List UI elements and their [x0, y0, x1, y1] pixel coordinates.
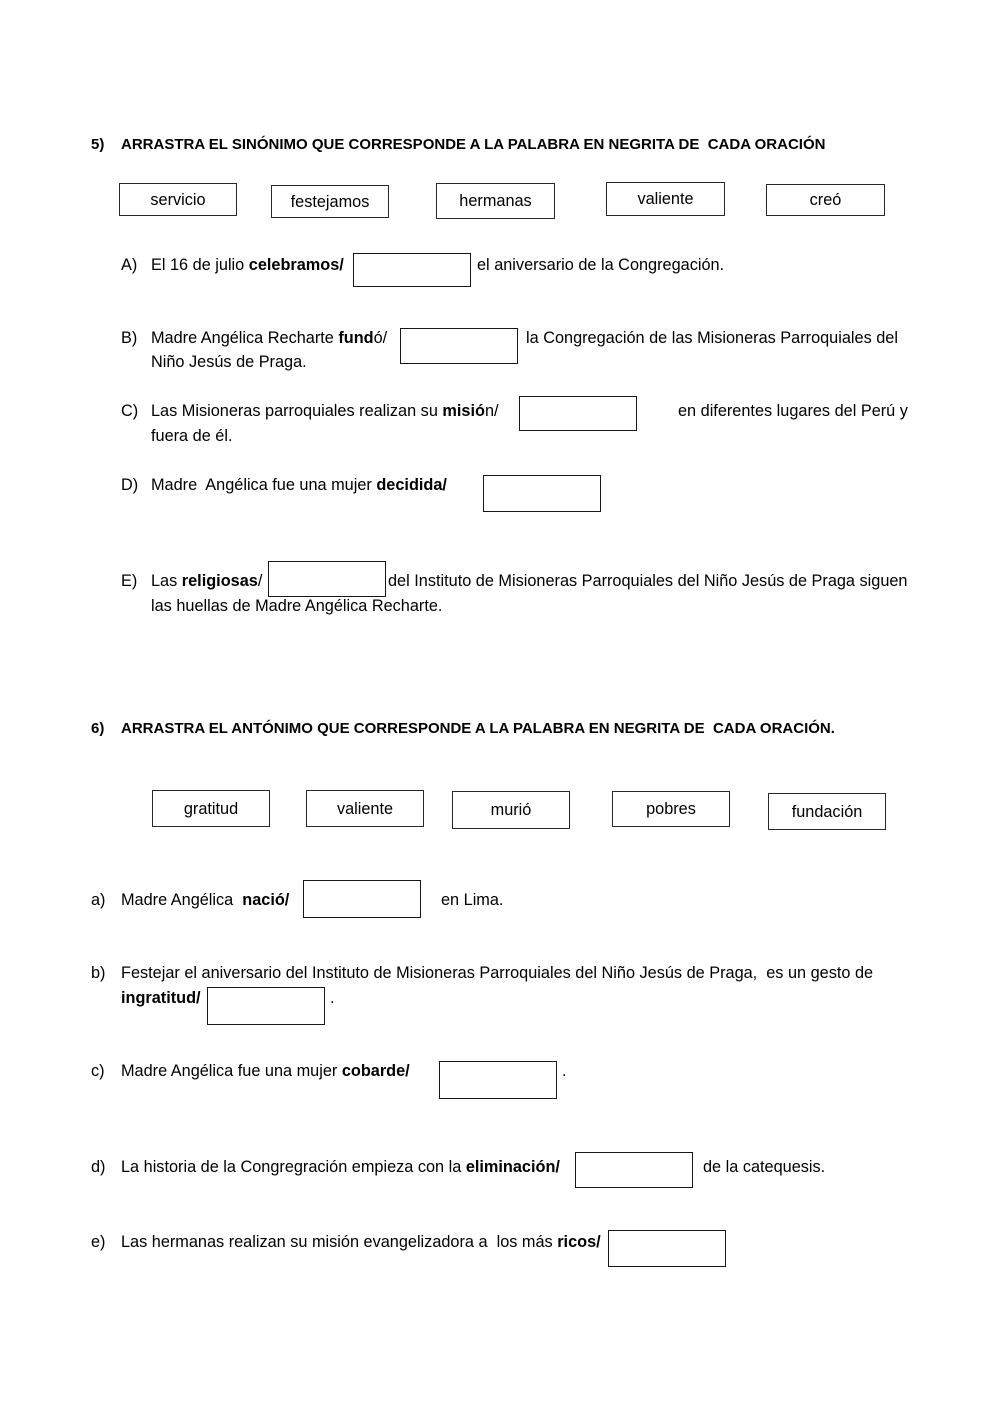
- sentence-continuation: la Congregación de las Misioneras Parroquiales del: [526, 329, 898, 347]
- word-bank-chip[interactable]: pobres: [612, 791, 730, 827]
- bold-keyword: nació/: [242, 891, 290, 909]
- answer-drop-box[interactable]: [483, 475, 601, 512]
- sentence-text: Las Misioneras parroquiales realizan su: [151, 402, 443, 420]
- sentence-lead: [121, 1061, 410, 1081]
- bold-keyword: ricos/: [557, 1233, 601, 1251]
- bold-keyword: celebramos/: [248, 256, 344, 274]
- sentence-lead: [151, 401, 499, 421]
- item-label: a): [91, 891, 106, 909]
- answer-drop-box[interactable]: [353, 253, 471, 287]
- sentence-second-line: Niño Jesús de Praga.: [151, 353, 307, 371]
- item-label: A): [121, 256, 138, 274]
- sentence-continuation: en Lima.: [441, 891, 504, 909]
- sentence-text: Madre Angélica fue una mujer: [151, 476, 377, 494]
- sentence-text: Madre Angélica: [121, 891, 243, 909]
- item-label: d): [91, 1158, 106, 1176]
- word-bank-chip[interactable]: valiente: [306, 790, 424, 827]
- word-bank-chip[interactable]: fundación: [768, 793, 886, 830]
- item-label: E): [121, 572, 138, 590]
- sentence-text: ó/: [373, 329, 388, 347]
- exercise-instruction: ARRASTRA EL SINÓNIMO QUE CORRESPONDE A LA PALABRA EN NEGRITA DE CADA ORACIÓN: [121, 136, 826, 153]
- sentence-lead: [151, 475, 447, 495]
- sentence-continuation: de la catequesis.: [703, 1158, 826, 1176]
- bold-keyword: religiosas: [181, 572, 258, 590]
- bold-keyword: cobarde/: [341, 1062, 410, 1080]
- word-bank-chip[interactable]: creó: [766, 184, 885, 216]
- answer-drop-box[interactable]: [400, 328, 518, 364]
- answer-drop-box[interactable]: [519, 396, 637, 431]
- answer-drop-box[interactable]: [608, 1230, 726, 1267]
- answer-drop-box[interactable]: [268, 561, 386, 597]
- sentence-lead: [151, 571, 262, 591]
- sentence-lead: [121, 1232, 601, 1252]
- item-label: D): [121, 476, 139, 494]
- sentence-continuation: .: [330, 989, 335, 1007]
- sentence-lead: [121, 890, 289, 910]
- sentence-lead: [151, 328, 387, 348]
- bold-keyword: misió: [442, 402, 485, 420]
- item-label: C): [121, 402, 139, 420]
- sentence-text: Las hermanas realizan su misión evangelizadora a los más: [121, 1233, 558, 1251]
- sentence-continuation: del Instituto de Misioneras Parroquiales del Niño Jesús de Praga siguen: [388, 572, 908, 590]
- sentence-text: La historia de la Congregración empieza con la: [121, 1158, 466, 1176]
- sentence-lead: [121, 1157, 560, 1177]
- exercise-number: 5): [91, 136, 105, 153]
- word-bank-chip[interactable]: valiente: [606, 182, 725, 216]
- bold-keyword: ingratitud/: [121, 989, 201, 1007]
- word-bank-chip[interactable]: gratitud: [152, 790, 270, 827]
- item-label: e): [91, 1233, 106, 1251]
- bold-keyword: eliminación/: [465, 1158, 560, 1176]
- word-bank-chip[interactable]: murió: [452, 791, 570, 829]
- sentence-continuation: el aniversario de la Congregación.: [477, 256, 725, 274]
- item-label: B): [121, 329, 138, 347]
- sentence-second-line: las huellas de Madre Angélica Recharte.: [151, 597, 443, 615]
- sentence-second-line: fuera de él.: [151, 427, 233, 445]
- item-label: b): [91, 964, 106, 982]
- sentence-lead: [121, 988, 201, 1008]
- sentence-text: Las: [151, 572, 182, 590]
- sentence-text: n/: [484, 402, 499, 420]
- sentence-text: Madre Angélica fue una mujer: [121, 1062, 342, 1080]
- sentence-continuation: .: [562, 1062, 567, 1080]
- bold-keyword: decidida/: [376, 476, 447, 494]
- word-bank-chip[interactable]: servicio: [119, 183, 237, 216]
- word-bank-chip[interactable]: festejamos: [271, 185, 389, 218]
- exercise-number: 6): [91, 720, 105, 737]
- sentence-text: Madre Angélica Recharte: [151, 329, 339, 347]
- answer-drop-box[interactable]: [439, 1061, 557, 1099]
- sentence-lead: [151, 255, 344, 275]
- sentence-continuation: en diferentes lugares del Perú y: [678, 402, 908, 420]
- bold-keyword: fund: [338, 329, 374, 347]
- word-bank-chip[interactable]: hermanas: [436, 183, 555, 219]
- sentence-text: /: [257, 572, 263, 590]
- answer-drop-box[interactable]: [303, 880, 421, 918]
- answer-drop-box[interactable]: [575, 1152, 693, 1188]
- item-label: c): [91, 1062, 105, 1080]
- answer-drop-box[interactable]: [207, 987, 325, 1025]
- exercise-instruction: ARRASTRA EL ANTÓNIMO QUE CORRESPONDE A LA PALABRA EN NEGRITA DE CADA ORACIÓN.: [121, 720, 835, 737]
- sentence-text: Festejar el aniversario del Instituto de Misioneras Parroquiales del Niño Jesús de Praga, es un gesto de: [121, 964, 874, 982]
- sentence-text: El 16 de julio: [151, 256, 249, 274]
